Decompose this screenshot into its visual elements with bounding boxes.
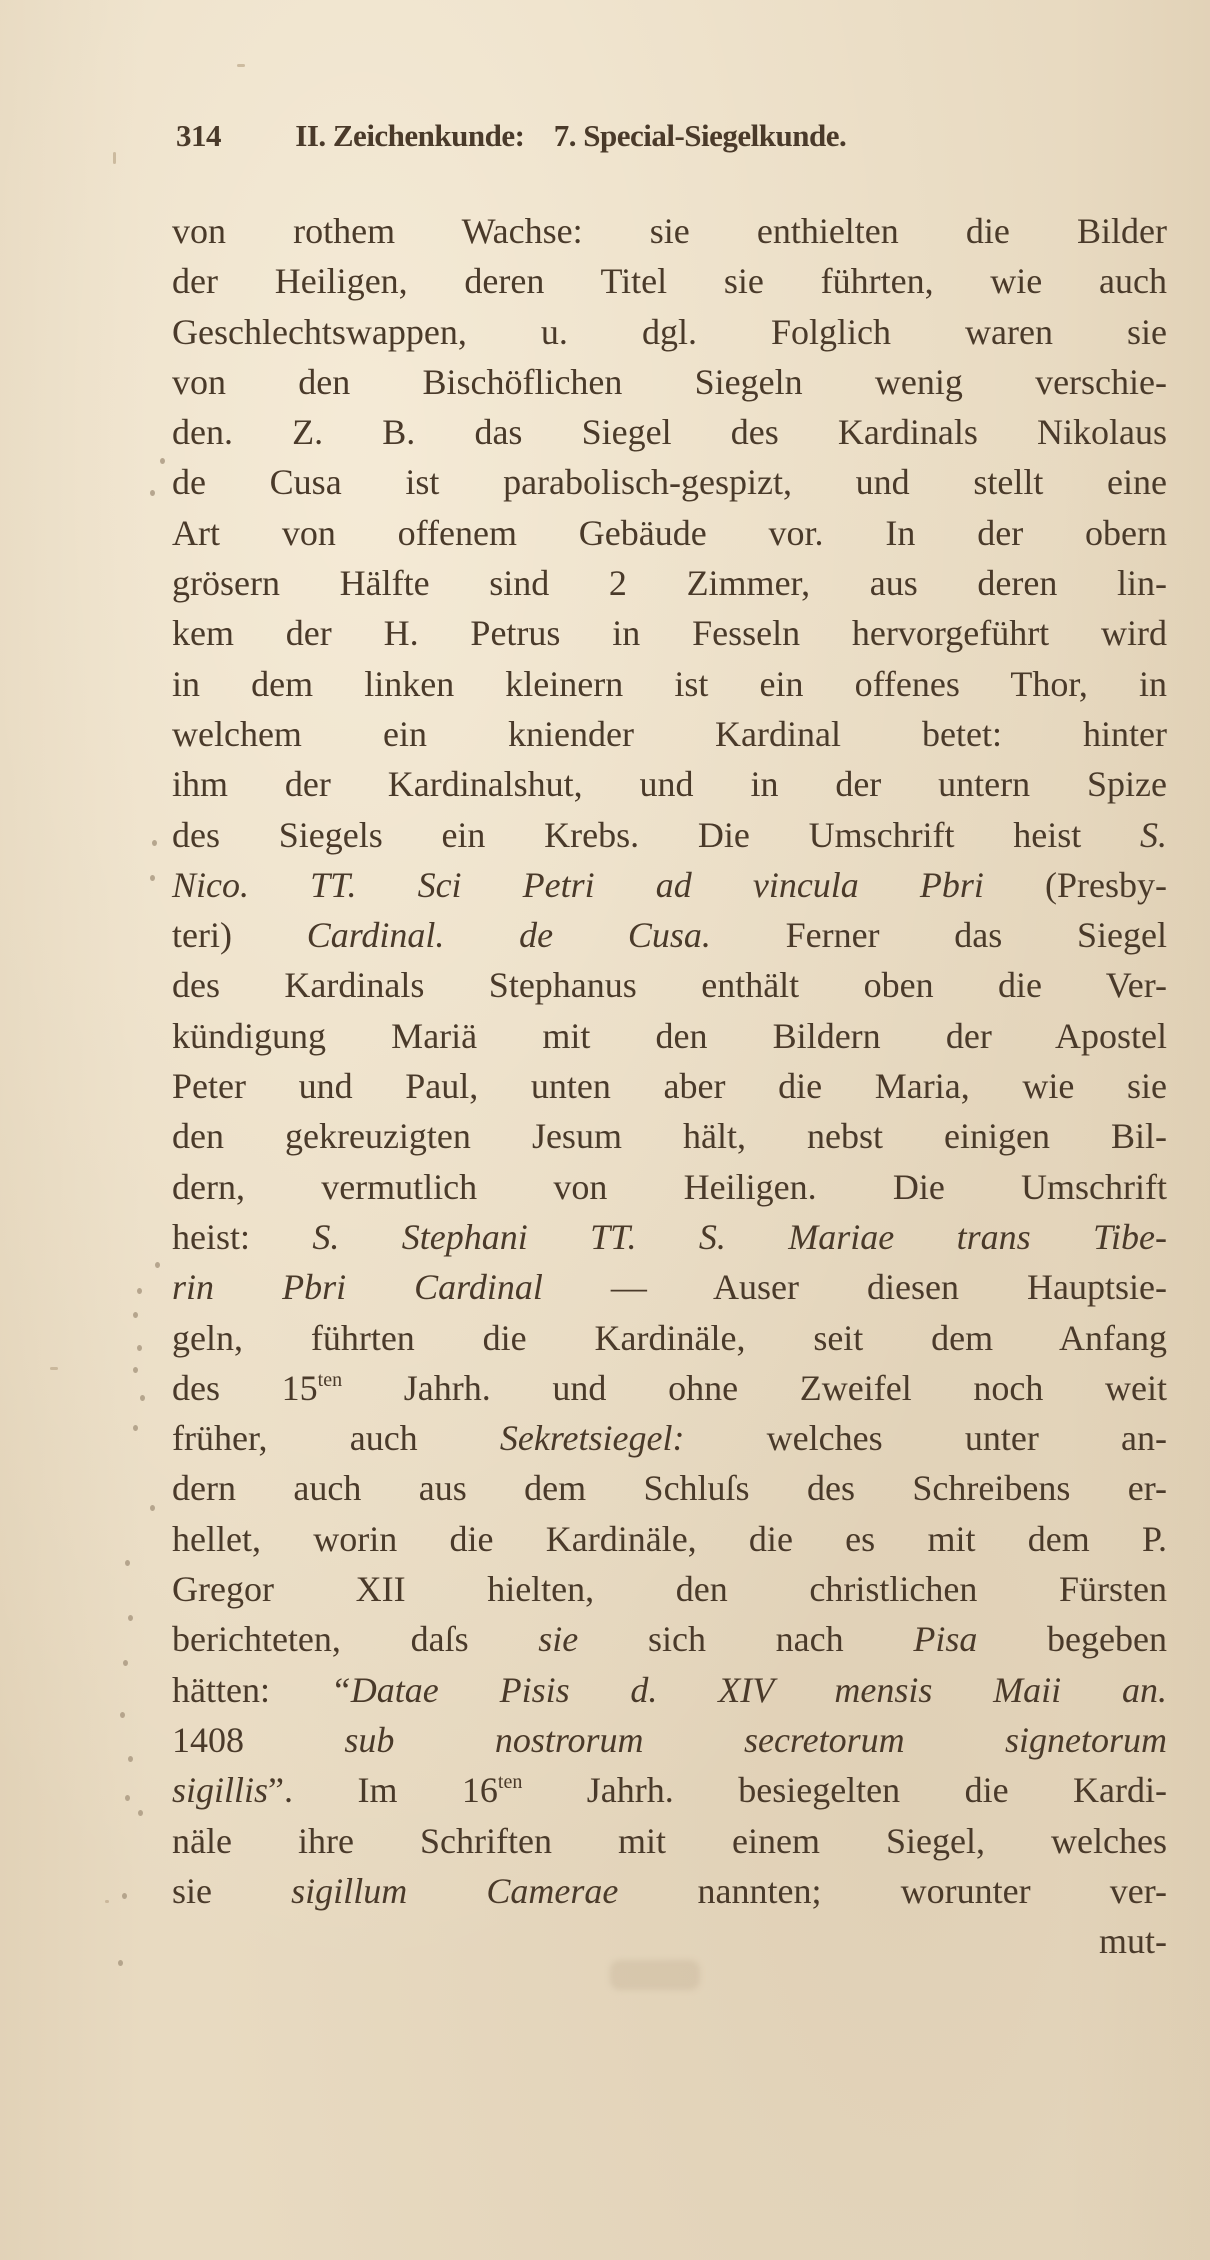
margin-speck	[125, 1795, 130, 1801]
text-line	[172, 357, 1167, 407]
text-line	[172, 1514, 1167, 1564]
text-segment: Ferner das Siegel	[710, 915, 1167, 956]
margin-speck	[150, 490, 155, 496]
margin-speck	[122, 1893, 127, 1899]
italic-text: Cardinal. de Cusa.	[306, 915, 711, 956]
text-segment: Peter und Paul, unten aber die Maria, wie sie	[172, 1066, 1167, 1107]
text-segment: des Siegels ein Krebs. Die Umschrift heist	[172, 814, 1140, 855]
text-segment: hellet, worin die Kardinäle, die es mit dem P.	[172, 1518, 1167, 1559]
text-segment: näle ihre Schriften mit einem Siegel, welches	[172, 1820, 1167, 1861]
text-segment: früher, auch	[172, 1418, 500, 1459]
text-line	[172, 608, 1167, 658]
text-segment: hätten:	[172, 1669, 331, 1710]
margin-speck	[152, 840, 157, 846]
text-line	[172, 759, 1167, 809]
text-line	[172, 709, 1167, 759]
text-line	[172, 558, 1167, 608]
body-text	[172, 206, 1167, 1966]
margin-speck	[118, 1960, 123, 1966]
text-segment: geln, führten die Kardinäle, seit dem Anfang	[172, 1317, 1167, 1358]
text-segment: dern, vermutlich von Heiligen. Die Umschrift	[172, 1166, 1167, 1207]
italic-text: sigillis	[172, 1770, 269, 1811]
superscript: ten	[497, 1771, 523, 1794]
text-segment: Jahrh. und ohne Zweifel noch weit	[342, 1367, 1167, 1408]
catchword: mut-	[1099, 1921, 1167, 1962]
text-segment: kündigung Mariä mit den Bildern der Apostel	[172, 1015, 1167, 1056]
text-segment: sich nach	[578, 1619, 914, 1660]
margin-speck	[137, 1288, 142, 1294]
text-segment: Jahrh. besiegelten die Kardi-	[522, 1770, 1167, 1811]
text-segment: welches unter an-	[684, 1418, 1167, 1459]
text-segment: Geschlechtswappen, u. dgl. Folglich waren sie	[172, 311, 1167, 352]
margin-speck	[160, 458, 165, 464]
text-segment: berichteten, daſs	[172, 1619, 539, 1660]
paper-speck	[113, 152, 116, 164]
italic-text: sie	[538, 1619, 579, 1660]
text-line	[172, 256, 1167, 306]
margin-speck	[133, 1312, 138, 1318]
text-line	[172, 508, 1167, 558]
text-line	[172, 1212, 1167, 1262]
text-line	[172, 1061, 1167, 1111]
text-line	[172, 1262, 1167, 1312]
text-line	[172, 1665, 1167, 1715]
margin-speck	[133, 1425, 138, 1431]
page-number: 314	[176, 118, 221, 153]
italic-text: S. Stephani TT. S. Mariae trans Tibe-	[312, 1216, 1167, 1257]
text-segment: de Cusa ist parabolisch-gespizt, und stellt eine	[172, 462, 1167, 503]
text-line	[172, 910, 1167, 960]
paper-speck	[50, 1367, 58, 1370]
margin-speck	[120, 1712, 125, 1718]
text-segment: begeben	[977, 1619, 1167, 1660]
text-line	[172, 307, 1167, 357]
margin-speck	[137, 1345, 142, 1351]
text-segment: der Heiligen, deren Titel sie führten, wie auch	[172, 261, 1167, 302]
chapter-title: II. Zeichenkunde:	[295, 118, 525, 153]
text-line	[172, 1614, 1167, 1664]
text-segment: ”. Im 16	[268, 1770, 498, 1811]
text-segment: sie	[172, 1870, 292, 1911]
italic-text: “Datae Pisis d. XIV mensis Maii an.	[330, 1669, 1167, 1710]
italic-text: sub nostrorum secretorum signetorum	[344, 1719, 1167, 1760]
text-line	[172, 1715, 1167, 1765]
text-line	[172, 860, 1167, 910]
italic-text: sigillum Camerae	[291, 1870, 619, 1911]
text-segment: dern auch aus dem Schluſs des Schreibens er-	[172, 1468, 1167, 1509]
section-title: 7. Special-Siegelkunde.	[553, 118, 847, 153]
ink-smudge	[610, 1960, 700, 1990]
text-line	[172, 960, 1167, 1010]
text-line	[172, 457, 1167, 507]
text-line	[172, 1363, 1167, 1413]
margin-speck	[128, 1615, 133, 1621]
text-segment: teri)	[172, 915, 307, 956]
margin-speck	[140, 1395, 145, 1401]
text-segment: Art von offenem Gebäude vor. In der obern	[172, 512, 1167, 553]
text-segment: von rothem Wachse: sie enthielten die Bilder	[172, 211, 1167, 251]
text-line	[172, 1313, 1167, 1363]
text-line	[172, 1463, 1167, 1513]
superscript: ten	[317, 1368, 343, 1391]
text-line	[172, 1162, 1167, 1212]
text-line	[172, 659, 1167, 709]
text-line	[172, 206, 1167, 256]
text-segment: grösern Hälfte sind 2 Zimmer, aus deren lin-	[172, 563, 1167, 604]
text-line	[172, 1564, 1167, 1614]
text-line	[172, 1816, 1167, 1866]
text-segment: den gekreuzigten Jesum hält, nebst einigen Bil-	[172, 1116, 1167, 1157]
running-header	[176, 118, 846, 154]
text-segment: welchem ein kniender Kardinal betet: hinter	[172, 713, 1167, 754]
text-segment: des 15	[172, 1367, 318, 1408]
text-segment: 1408	[172, 1719, 345, 1760]
margin-speck	[133, 1367, 138, 1373]
paper-speck	[105, 1900, 109, 1903]
italic-text: Sekretsiegel:	[499, 1418, 685, 1459]
margin-speck	[150, 875, 155, 881]
text-segment: (Presby-	[983, 864, 1167, 905]
text-line	[172, 1111, 1167, 1161]
text-segment: heist:	[172, 1216, 313, 1257]
paper-speck	[237, 64, 245, 67]
margin-speck	[128, 1756, 133, 1762]
text-line	[172, 1765, 1167, 1815]
text-segment: in dem linken kleinern ist ein offenes Thor, in	[172, 663, 1167, 704]
italic-text: rin Pbri Cardinal	[172, 1267, 543, 1308]
italic-text: Pisa	[913, 1619, 978, 1660]
text-segment: des Kardinals Stephanus enthält oben die Ver-	[172, 965, 1167, 1006]
text-line	[172, 1011, 1167, 1061]
italic-text: Nico. TT. Sci Petri ad vincula Pbri	[172, 864, 984, 905]
text-segment: ihm der Kardinalshut, und in der untern Spize	[172, 764, 1167, 805]
margin-speck	[123, 1660, 128, 1666]
text-segment: Gregor XII hielten, den christlichen Fürsten	[172, 1569, 1167, 1610]
text-segment: — Auser diesen Hauptsie-	[542, 1267, 1167, 1308]
text-line	[172, 407, 1167, 457]
margin-speck	[125, 1560, 130, 1566]
text-segment: von den Bischöflichen Siegeln wenig verschie-	[172, 361, 1167, 402]
text-line	[172, 1413, 1167, 1463]
text-line	[172, 810, 1167, 860]
text-segment: nannten; worunter ver-	[618, 1870, 1168, 1911]
italic-text: S.	[1140, 814, 1167, 855]
margin-speck	[155, 1262, 160, 1268]
margin-speck	[138, 1810, 143, 1816]
text-segment: kem der H. Petrus in Fesseln hervorgeführt wird	[172, 613, 1167, 654]
text-line	[172, 1866, 1167, 1916]
margin-speck	[150, 1505, 155, 1511]
text-segment: den. Z. B. das Siegel des Kardinals Nikolaus	[172, 412, 1167, 453]
